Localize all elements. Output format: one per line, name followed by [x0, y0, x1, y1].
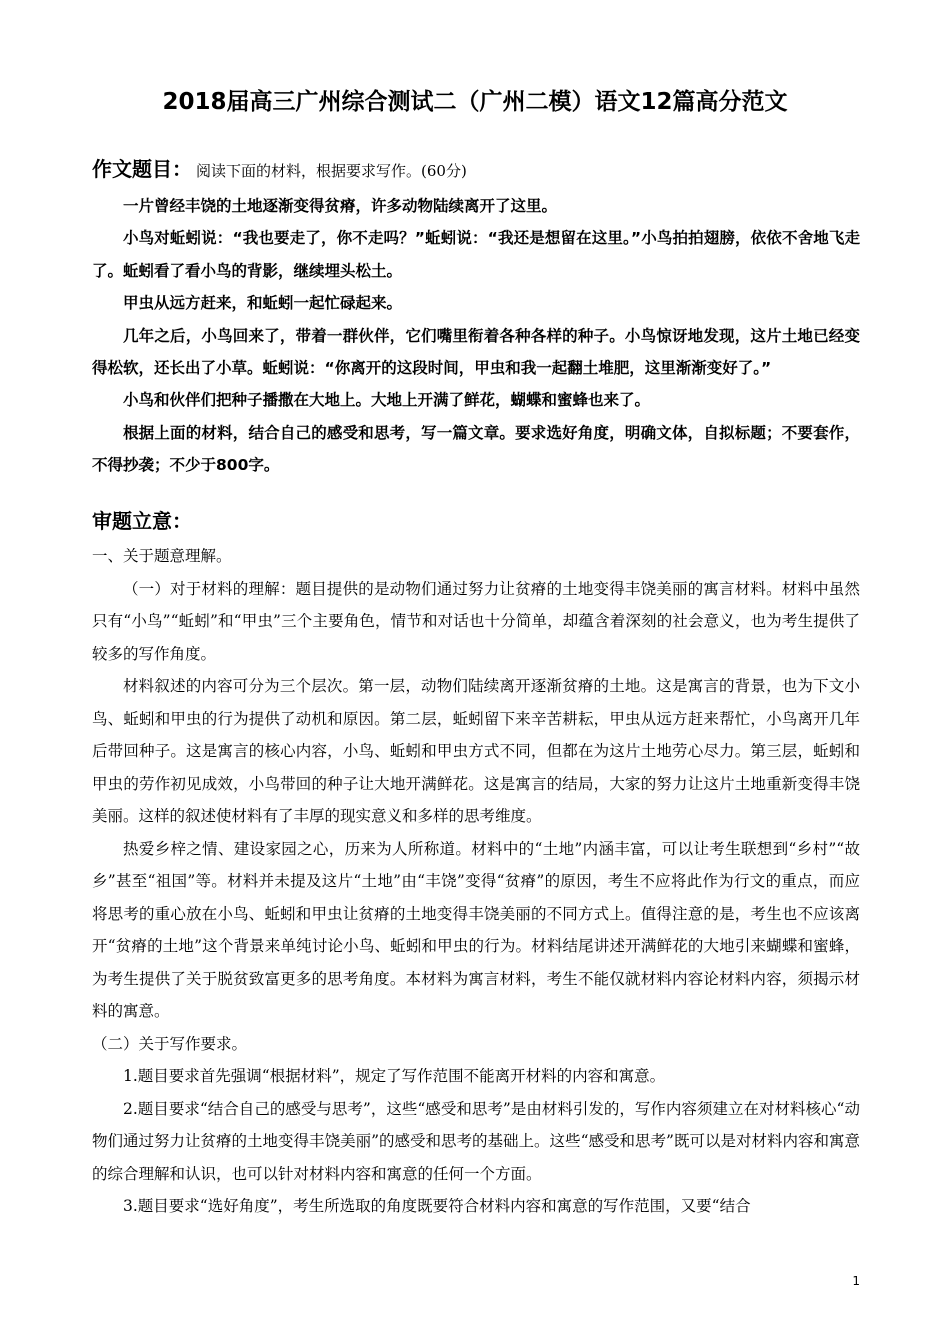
document-title: 2018届高三广州综合测试二（广州二模）语文12篇高分范文 [162, 89, 788, 115]
prompt-paragraph: 一片曾经丰饶的土地逐渐变得贫瘠，许多动物陆续离开了这里。 [123, 197, 558, 215]
prompt-paragraph: 小鸟和伙伴们把种子播撒在大地上。大地上开满了鲜花，蝴蝶和蜜蜂也来了。 [123, 391, 651, 410]
analysis-paragraph: （二）关于写作要求。 [92, 1034, 248, 1053]
analysis-heading: 审题立意： [92, 509, 192, 533]
topic-heading: 作文题目： [92, 157, 192, 181]
prompt-paragraph: 甲虫从远方赶来，和蚯蚓一起忙碌起来。 [123, 294, 403, 313]
analysis-paragraph: 2.题目要求“结合自己的感受与思考”，这些“感受和思考”是由材料引发的，写作内容须建立在对材料核心“动物们通过努力让贫瘠的土地变得丰饶美丽”的感受和思考的基础上。这些“感受和思考”既可以是对材料内容和寓意的综合理解和认识，也可以针对材料内容和寓意的任何一个方面。 [92, 1099, 860, 1183]
analysis-paragraph: 一、关于题意理解。 [92, 547, 232, 565]
prompt-paragraph: 根据上面的材料，结合自己的感受和思考，写一篇文章。要求选好角度，明确文体，自拟标题；不要套作，不得抄袭；不少于800字。 [92, 423, 860, 475]
prompt-paragraph: 几年之后，小鸟回来了，带着一群伙伴，它们嘴里衔着各种各样的种子。小鸟惊讶地发现，这片土地已经变得松软，还长出了小草。蚯蚓说：“你离开的这段时间，甲虫和我一起翻土堆肥，这里渐渐变好了。” [92, 326, 860, 378]
analysis-paragraph: 1.题目要求首先强调“根据材料”，规定了写作范围不能离开材料的内容和寓意。 [123, 1067, 666, 1085]
analysis-paragraph: 3.题目要求“选好角度”，考生所选取的角度既要符合材料内容和寓意的写作范围，又要“结合 [123, 1197, 751, 1215]
analysis-paragraph: （一）对于材料的理解：题目提供的是动物们通过努力让贫瘠的土地变得丰饶美丽的寓言材料。材料中虽然只有“小鸟”“蚯蚓”和“甲虫”三个主要角色，情节和对话也十分简单，却蕴含着深刻的社会意义，也为考生提供了较多的写作角度。 [92, 579, 860, 663]
topic-section-header [92, 154, 467, 186]
topic-intro: 阅读下面的材料，根据要求写作。(60分) [196, 162, 467, 180]
analysis-paragraph: 热爱乡梓之情、建设家园之心，历来为人所称道。材料中的“土地”内涵丰富，可以让考生联想到“乡村”“故乡”甚至“祖国”等。材料并未提及这片“土地”由“丰饶”变得“贫瘠”的原因，考生不应将此作为行文的重点，而应将思考的重心放在小鸟、蚯蚓和甲虫让贫瘠的土地变得丰饶美丽的不同方式上。值得注意的是，考生也不应该离开“贫瘠的土地”这个背景来单纯讨论小鸟、蚯蚓和甲虫的行为。材料结尾讲述开满鲜花的大地引来蝴蝶和蜜蜂，为考生提供了关于脱贫致富更多的思考角度。本材料为寓言材料，考生不能仅就材料内容论材料内容，须揭示材料的寓意。 [92, 839, 860, 1020]
analysis-paragraph: 材料叙述的内容可分为三个层次。第一层，动物们陆续离开逐渐贫瘠的土地。这是寓言的背景，也为下文小鸟、蚯蚓和甲虫的行为提供了动机和原因。第二层，蚯蚓留下来辛苦耕耘，甲虫从远方赶来帮忙，小鸟离开几年后带回种子。这是寓言的核心内容，小鸟、蚯蚓和甲虫方式不同，但都在为这片土地劳心尽力。第三层，蚯蚓和甲虫的劳作初见成效，小鸟带回的种子让大地开满鲜花。这是寓言的结局，大家的努力让这片土地重新变得丰饶美丽。这样的叙述使材料有了丰厚的现实意义和多样的思考维度。 [92, 677, 860, 825]
prompt-paragraph: 小鸟对蚯蚓说：“我也要走了，你不走吗？”蚯蚓说：“我还是想留在这里。”小鸟拍拍翅膀，依依不舍地飞走了。蚯蚓看了看小鸟的背影，继续埋头松土。 [92, 229, 860, 280]
analysis-body [92, 540, 860, 1223]
page-number: 1 [852, 1274, 860, 1288]
prompt-material [92, 190, 860, 482]
